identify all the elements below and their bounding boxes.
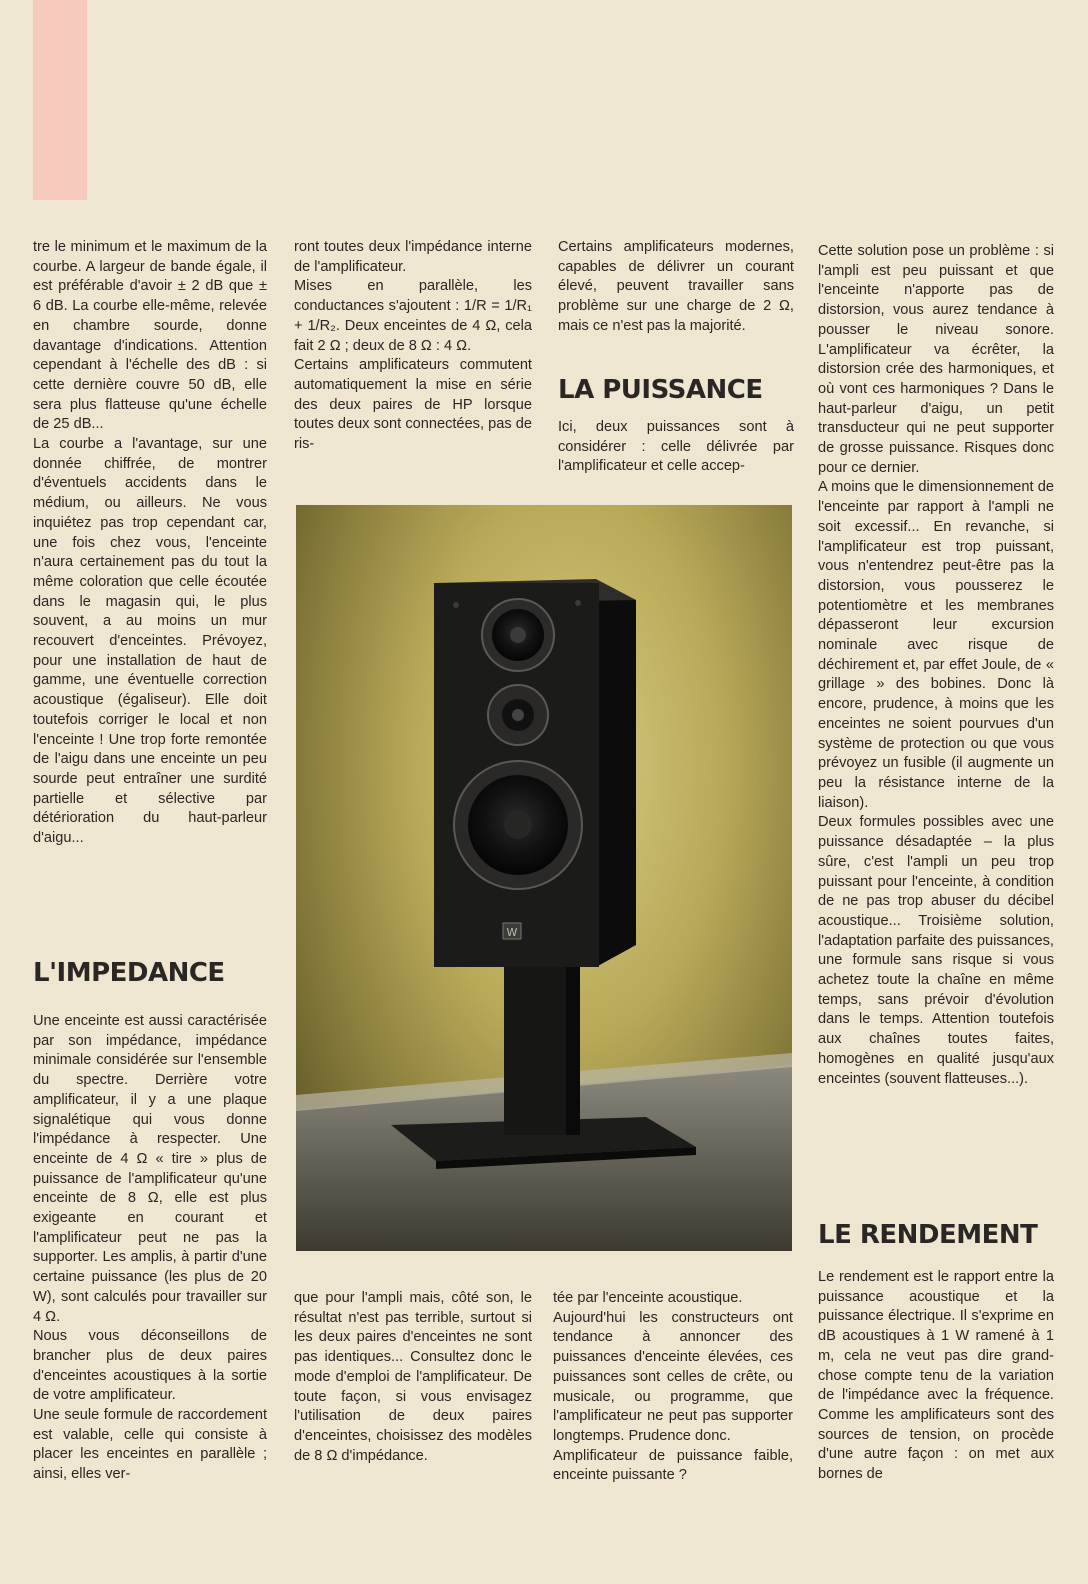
paragraph: que pour l'ampli mais, côté son, le résultat n'est pas terrible, surtout si les deux paires d'enceintes ne sont pas identiques... Consultez donc le mode d'emploi de l'amplificateur. De toute façon, si vous envisagez l'utilisation de deux paires d'enceintes, choisissez des modèles de 8 Ω d'impédance.	[294, 1290, 532, 1464]
column-3-mid	[558, 418, 794, 477]
column-2-bottom	[294, 1289, 532, 1466]
column-1-bottom	[33, 1012, 267, 1485]
paragraph: Deux formules possibles avec une puissance désadaptée – la plus sûre, c'est l'ampli un peu trop puissant pour l'enceinte, à condition de ne pas trop abuser du décibel acoustique... Troisième solution, l'adaptation parfaite des puissances, une formule sans risque si vous achetez toute la chaîne en même temps, sans prévoir d'évolution dans le temps. Attention toutefois aux chaînes toutes faites, homogènes en qualité jusqu'aux enceintes (souvent flatteuses...).	[818, 814, 1054, 1087]
column-1-top	[33, 238, 267, 849]
paragraph: ront toutes deux l'impédance interne de l'amplificateur.	[294, 239, 532, 275]
paragraph: tre le minimum et le maximum de la courbe. A largeur de bande égale, il est préférable d'avoir ± 2 dB que ± 6 dB. La courbe elle-même, relevée en chambre sourde, donne davantage d'indications. Attention cependant à l'échelle des dB : si cette dernière couvre 50 dB, elle sera plus flatteuse qu'une échelle de 25 dB...	[33, 239, 267, 433]
paragraph: Ici, deux puissances sont à considérer : celle délivrée par l'amplificateur et celle accep-	[558, 419, 794, 475]
column-2-top	[294, 238, 532, 455]
paragraph: tée par l'enceinte acoustique.	[553, 1290, 743, 1306]
loudspeaker-photo	[296, 505, 792, 1251]
paragraph: Le rendement est le rapport entre la puissance acoustique et la puissance électrique. Il s'exprime en dB acoustiques à 1 W ramené à 1 m, cela ne veut pas dire grand-chose compte tenu de la variation de l'impédance avec la fréquence. Comme les amplificateurs sont des sources de tension, on procède d'une autre façon : on met aux bornes de	[818, 1269, 1054, 1483]
heading-rendement: LE RENDEMENT	[818, 1220, 1038, 1250]
heading-puissance: LA PUISSANCE	[558, 375, 763, 405]
heading-impedance: L'IMPEDANCE	[33, 958, 225, 988]
paragraph: Nous vous déconseillons de brancher plus de deux paires d'enceintes acoustiques à la sortie de votre amplificateur.	[33, 1328, 267, 1404]
paragraph: A moins que le dimensionnement de l'enceinte par rapport à l'ampli ne soit excessif... En revanche, si l'amplificateur est trop puissant, vous n'entendrez peut-être pas la distorsion, vous pousserez le potentiomètre et les membranes dépasseront leur excursion nominale avec risque de déchirement et, par effet Joule, de « grillage » des bobines. Donc là encore, prudence, à moins que les enceintes ne soient pourvues d'un système de protection ou que vous prévoyez un fusible (il augmente un peu la résistance interne de la liaison).	[818, 479, 1054, 811]
stand-column	[504, 955, 576, 1135]
column-4-top	[818, 242, 1054, 1089]
paragraph: La courbe a l'avantage, sur une donnée chiffrée, de montrer d'éventuels accidents dans le médium, ou ailleurs. Ne vous inquiétez pas trop cependant car, une fois chez vous, l'enceinte n'aura certainement pas du tout la même coloration que celle écoutée dans le magasin qui, le plus souvent, a au moins un mur recouvert d'enceintes. Prévoyez, pour une installation de haut de gamme, une éventuelle correction acoustique (égaliseur). Elle doit toutefois corriger le local et non l'enceinte ! Une trop forte remontée de l'aigu dans une enceinte un peu sourde peut entraîner une surdité partielle et sélective par détérioration du haut-parleur d'aigu...	[33, 436, 267, 847]
column-4-bottom	[818, 1268, 1054, 1485]
column-3-top	[558, 238, 794, 337]
paragraph: Aujourd'hui les constructeurs ont tendance à annoncer des puissances d'enceinte élevées, ces puissances sont celles de crête, ou musicale, ou programme, que l'amplificateur ne peut pas supporter longtemps. Prudence donc.	[553, 1309, 793, 1444]
paragraph: Certains amplificateurs commutent automatiquement la mise en série des deux paires de HP lorsque toutes deux sont connectées, pas de ris-	[294, 357, 532, 453]
pink-corner-tab	[33, 0, 87, 200]
brand-logo-text: W	[506, 926, 518, 939]
paragraph: Cette solution pose un problème : si l'ampli est peu puissant et que l'enceinte n'apporte pas de distorsion, vous aurez tendance à pousser le niveau sonore. L'amplificateur va écrêter, la distorsion crée des harmoniques, et où vont ces harmoniques ? Dans le haut-parleur d'aigu, un petit transducteur qui ne peut supporter de grosse puissance. Risques donc pour ce dernier.	[818, 243, 1054, 476]
paragraph: Une enceinte est aussi caractérisée par son impédance, impédance minimale considérée sur l'ensemble du spectre. Derrière votre amplificateur, il y a une plaque signalétique qui vous donne l'impédance à respecter. Une enceinte de 4 Ω « tire » plus de puissance de l'amplificateur qu'une enceinte de 8 Ω, elle est plus exigeante en courant et l'amplificateur peut ne pas la supporter. Les amplis, à partir d'une certaine puissance (les plus de 20 W), sont calculés pour travailler sur 4 Ω.	[33, 1013, 267, 1325]
column-3-bottom	[553, 1289, 793, 1486]
loudspeaker-illustration	[296, 505, 792, 1251]
paragraph: Mises en parallèle, les conductances s'ajoutent : 1/R = 1/R₁ + 1/R₂. Deux enceintes de 4 Ω, cela fait 2 Ω ; deux de 8 Ω : 4 Ω.	[294, 278, 532, 354]
paragraph: Une seule formule de raccordement est valable, celle qui consiste à placer les enceintes en parallèle ; ainsi, elles ver-	[33, 1407, 267, 1483]
paragraph: Amplificateur de puissance faible, enceinte puissante ?	[553, 1447, 793, 1484]
paragraph: Certains amplificateurs modernes, capables de délivrer un courant élevé, peuvent travailler sans problème sur une charge de 2 Ω, mais ce n'est pas la majorité.	[558, 239, 794, 334]
